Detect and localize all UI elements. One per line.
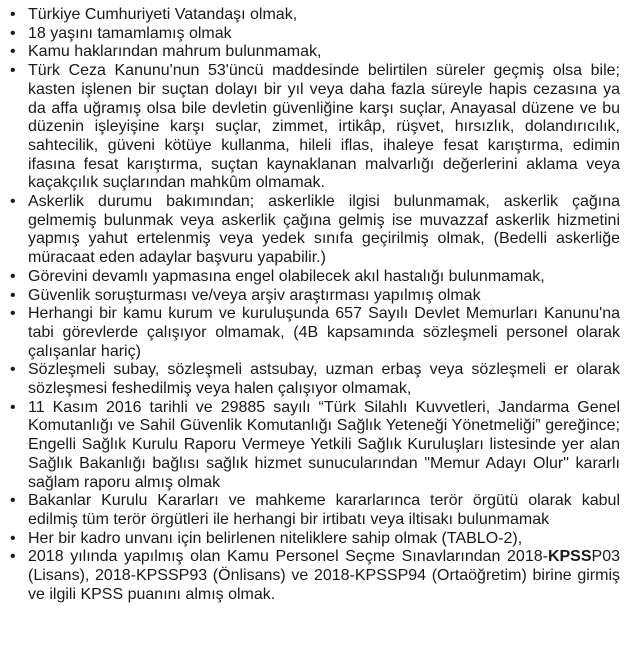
- document-body: [0, 6, 620, 605]
- bullet: •: [10, 286, 16, 304]
- list-item-text: Her bir kadro unvanı için belirlenen niteliklere sahip olmak (TABLO-2),: [28, 529, 523, 547]
- list-item: [0, 62, 620, 193]
- list-item: [0, 530, 620, 549]
- requirements-list: [0, 6, 620, 605]
- list-item-text: Görevini devamlı yapmasına engel olabilecek akıl hastalığı bulunmamak,: [28, 267, 545, 285]
- bullet: •: [10, 267, 16, 285]
- bullet: •: [10, 43, 16, 61]
- kpss-text-before: 2018 yılında yapılmış olan Kamu Personel Seçme Sınavlarından 2018-: [28, 548, 548, 566]
- kpss-bold-text: KPSS: [547, 548, 592, 566]
- list-item-text: Kamu haklarından mahrum bulunmamak,: [28, 43, 322, 61]
- bullet: •: [10, 62, 16, 80]
- list-item-kpss: [0, 548, 620, 604]
- list-item-text: Herhangi bir kamu kurum ve kuruluşunda 657 Sayılı Devlet Memurları Kanunu'na tabi görevlerde çalışıyor olmamak, (4B kapsamında sözleşmeli personel olarak çalışanlar hariç): [28, 305, 620, 360]
- bullet: •: [10, 361, 16, 379]
- list-item-text: Türk Ceza Kanunu'nun 53'üncü maddesinde belirtilen süreler geçmiş olsa bile; kasten işlenen bir suçtan dolayı bir yıl veya daha fazla süreyle hapis cezasına ya da affa uğramış olsa bile devletin güvenliğine karşı suçlar, Anayasal düzene ve bu düzenin işleyişine karşı suçlar, zimmet, irtikâp, rüşvet, hırsızlık, dolandırıcılık, sahtecilik, güveni kötüye kullanma, hileli iflas, ihaleye fesat karıştırma, edimin ifasına fesat karıştırma, suçtan kaynaklanan malvarlığı değerlerini aklama veya kaçakçılık suçlarından mahkûm olmamak.: [28, 62, 620, 192]
- list-item-text: Türkiye Cumhuriyeti Vatandaşı olmak,: [28, 6, 298, 23]
- list-item: [0, 43, 620, 62]
- list-item: [0, 399, 620, 493]
- list-item: [0, 305, 620, 361]
- bullet: •: [10, 24, 16, 42]
- list-item: [0, 193, 620, 268]
- bullet: •: [10, 6, 16, 23]
- list-item: [0, 25, 620, 44]
- bullet: •: [10, 193, 16, 211]
- kpss-text-after: P03 (Lisans), 2018-KPSSP93 (Önlisans) ve 2018-KPSSP94 (Ortaöğretim) birine girmiş ve ilgili KPSS puanını almış olmak.: [28, 548, 620, 603]
- list-item-text: Bakanlar Kurulu Kararları ve mahkeme kararlarınca terör örgütü olarak kabul edilmiş tüm terör örgütleri ile herhangi bir irtibatı veya iltisakı bulunmamak: [28, 492, 620, 528]
- list-item: [0, 492, 620, 529]
- list-item: [0, 287, 620, 306]
- list-item-text: 11 Kasım 2016 tarihli ve 29885 sayılı “Türk Silahlı Kuvvetleri, Jandarma Genel Komutanlığı ve Sahil Güvenlik Komutanlığı Sağlık Yeteneği Yönetmeliği” gereğince; Engelli Sağlık Kurulu Raporu Vermeye Yetkili Sağlık Kuruluşları listesinde yer alan Sağlık Bakanlığı bağlısı sağlık hizmet sunucularından "Memur Adayı Olur" kararlı sağlam raporu almış olmak: [28, 398, 620, 491]
- bullet: •: [10, 548, 16, 566]
- list-item: [0, 268, 620, 287]
- list-item-text: Sözleşmeli subay, sözleşmeli astsubay, uzman erbaş veya sözleşmeli er olarak sözleşmesi feshedilmiş veya halen çalışıyor olmamak,: [28, 361, 620, 398]
- list-item-text: Askerlik durumu bakımından; askerlikle ilgisi bulunmamak, askerlik çağına gelmemiş bulunmak veya askerlik çağına gelmiş ise muvazzaf askerlik hizmetini yapmış yahut ertelenmiş veya yedek sınıfa geçirilmiş olmak, (Bedelli askerliğe müracaat eden adaylar başvuru yapabilir.): [28, 193, 620, 267]
- list-item: [0, 361, 620, 398]
- list-item-text: 18 yaşını tamamlamış olmak: [28, 24, 232, 42]
- list-item: [0, 6, 620, 25]
- bullet: •: [10, 529, 16, 547]
- bullet: •: [10, 398, 16, 416]
- bullet: •: [10, 492, 16, 510]
- list-item-text: Güvenlik soruşturması ve/veya arşiv araştırması yapılmış olmak: [28, 286, 481, 304]
- bullet: •: [10, 305, 16, 323]
